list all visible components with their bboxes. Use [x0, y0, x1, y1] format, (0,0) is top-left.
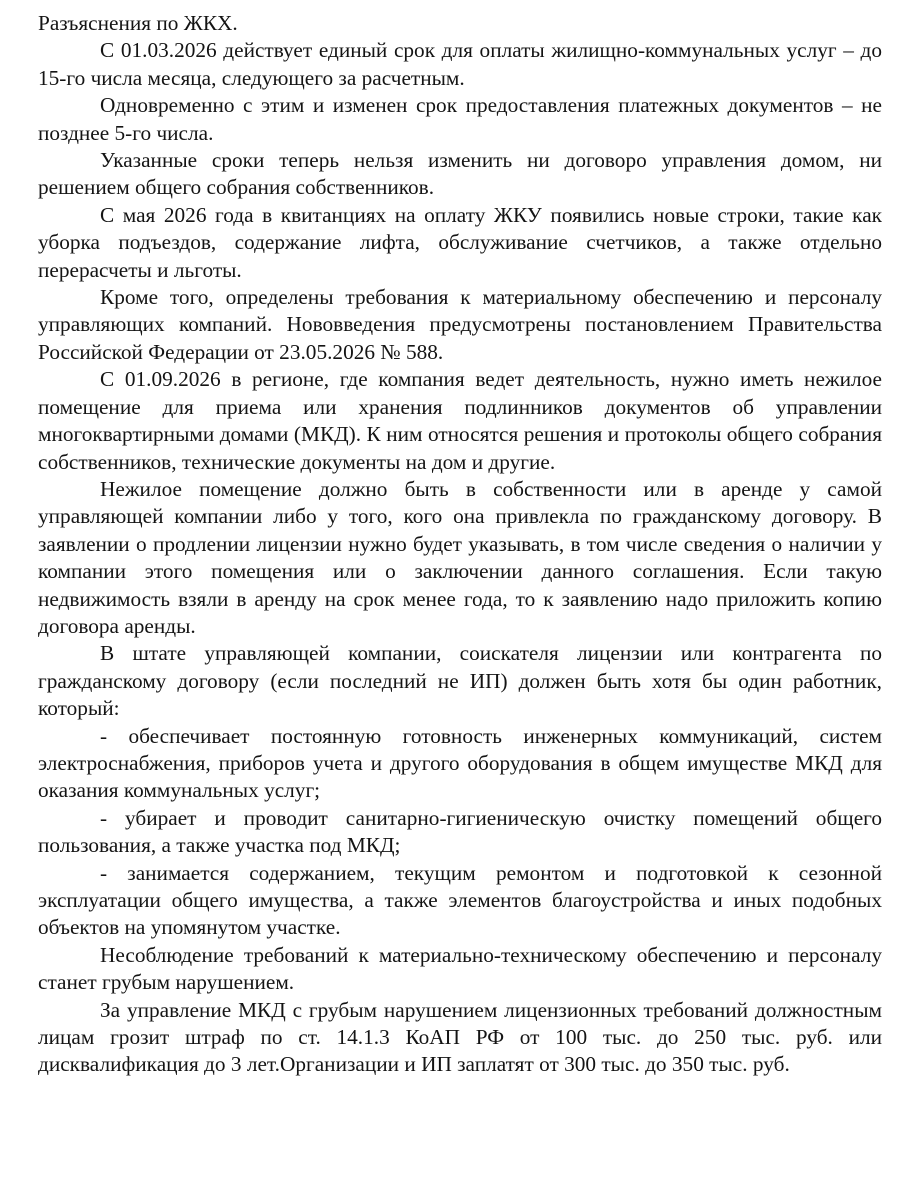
paragraph-requirements: Кроме того, определены требования к материальному обеспечению и персоналу управляющих компаний. Нововведения предусмотрены постановлением Правительства Российской Федерации от 23.05.2026 № 588.	[38, 285, 882, 364]
paragraph-violation: Несоблюдение требований к материально-техническому обеспечению и персоналу станет грубым нарушением.	[38, 942, 882, 995]
list-item-cleaning: - убирает и проводит санитарно-гигиеническую очистку помещений общего пользования, а также участка под МКД;	[38, 805, 882, 858]
paragraph-premises-ownership: Нежилое помещение должно быть в собственности или в аренде у самой управляющей компании либо у того, кого она привлекла по гражданскому договору. В заявлении о продлении лицензии нужно будет указывать, в том числе сведения о наличии у компании этого помещения или о заключении данного соглашения. Если такую недвижимость взяли в аренду на срок менее года, то к заявлению надо приложить копию договора аренды.	[38, 476, 882, 638]
paragraph-penalties: За управление МКД с грубым нарушением лицензионных требований должностным лицам грозит штраф по ст. 14.1.3 КоАП РФ от 100 тыс. до 250 тыс. руб. или дисквалификация до 3 лет.Организации и ИП заплатят от 300 тыс. до 350 тыс. руб.	[38, 997, 882, 1077]
document-page	[38, 10, 882, 1079]
list-item-maintenance: - занимается содержанием, текущим ремонтом и подготовкой к сезонной эксплуатации общего имущества, а также элементов благоустройства и иных подобных объектов на упомянутом участке.	[38, 860, 882, 940]
paragraph-deadlines-fixed: Указанные сроки теперь нельзя изменить ни договоро управления домом, ни решением общего собрания собственников.	[38, 148, 882, 200]
paragraph-staff-requirement: В штате управляющей компании, соискателя лицензии или контрагента по гражданскому договору (если последний не ИП) должен быть хотя бы один работник, который:	[38, 641, 882, 721]
paragraph-payment-deadline: С 01.03.2026 действует единый срок для оплаты жилищно-коммунальных услуг – до 15-го числа месяца, следующего за расчетным.	[38, 38, 882, 90]
document-title: Разъяснения по ЖКХ.	[38, 11, 238, 35]
paragraph-premises-requirement: С 01.09.2026 в регионе, где компания ведет деятельность, нужно иметь нежилое помещение для приема или хранения подлинников документов об управлении многоквартирными домами (МКД). К ним относятся решения и протоколы общего собрания собственников, технические документы на дом и другие.	[38, 367, 882, 474]
paragraph-new-receipt-lines: С мая 2026 года в квитанциях на оплату ЖКУ появились новые строки, такие как уборка подъездов, содержание лифта, обслуживание счетчиков, а также отдельно перерасчеты и льготы.	[38, 202, 882, 282]
list-item-engineering: - обеспечивает постоянную готовность инженерных коммуникаций, систем электроснабжения, приборов учета и другого оборудования в общем имуществе МКД для оказания коммунальных услуг;	[38, 723, 882, 803]
paragraph-billing-deadline: Одновременно с этим и изменен срок предоставления платежных документов – не позднее 5-го числа.	[38, 93, 882, 145]
